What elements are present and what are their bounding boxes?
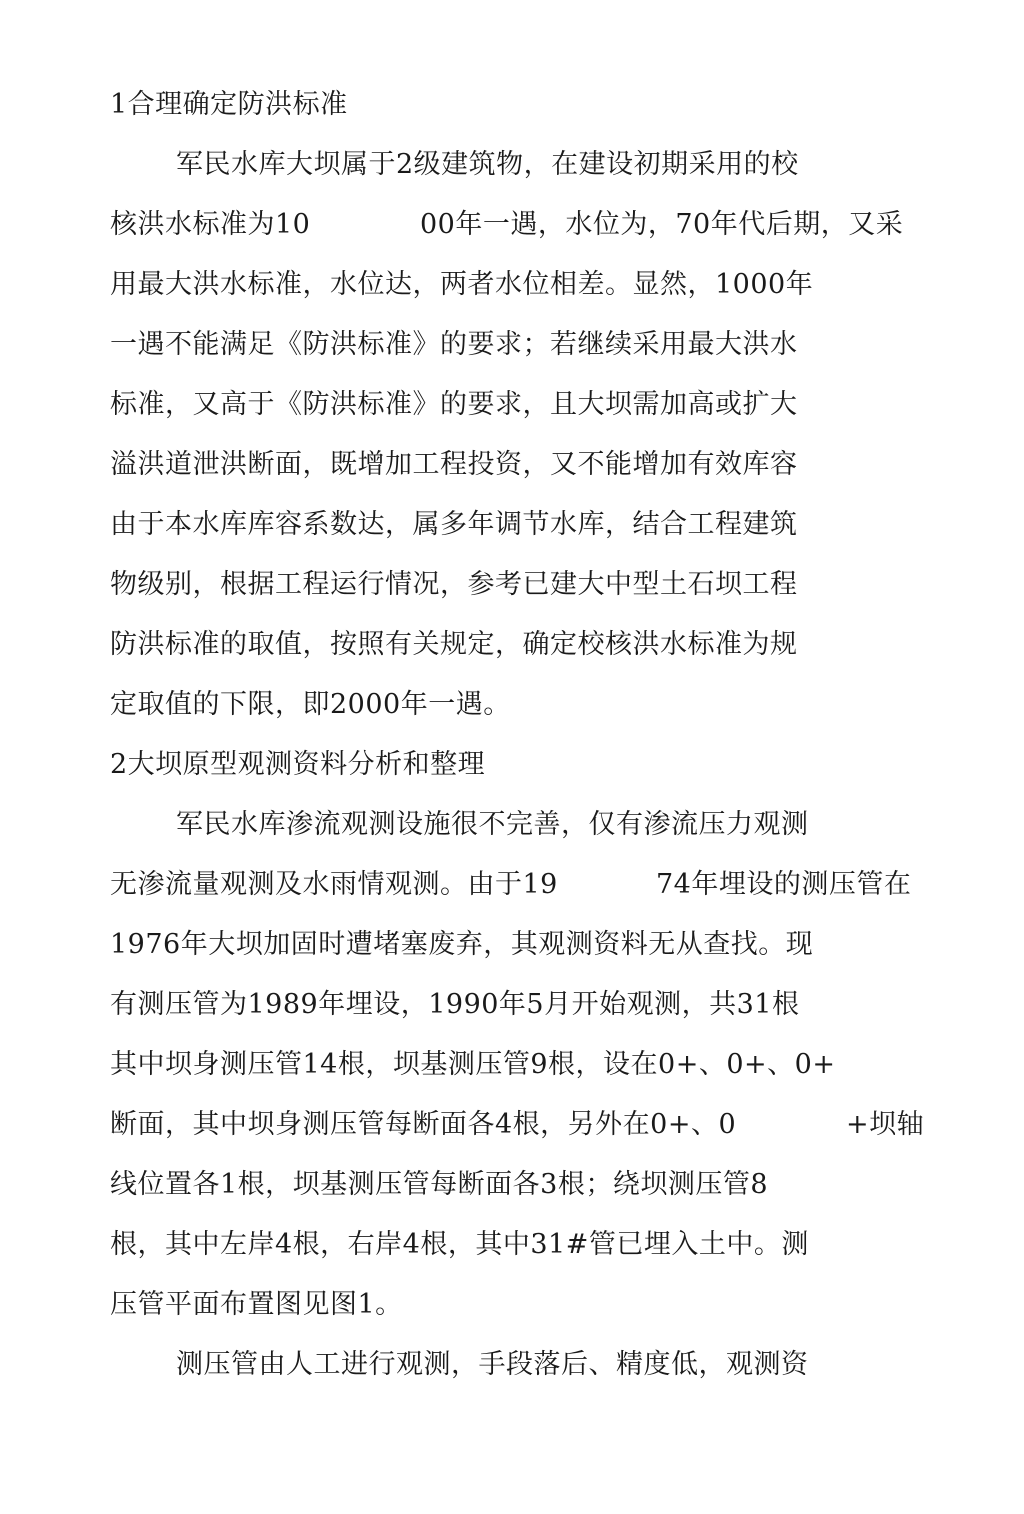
heading-2: 2大坝原型观测资料分析和整理 — [110, 749, 486, 780]
paragraph-2-line-2a: 无渗流量观测及水雨情观测。由于19 — [110, 869, 558, 900]
paragraph-1-line-5: 标准，又高于《防洪标准》的要求，且大坝需加高或扩大 — [110, 389, 798, 420]
paragraph-2-line-6b: +坝轴 — [846, 1109, 925, 1140]
paragraph-2-line-1: 军民水库渗流观测设施很不完善，仅有渗流压力观测 — [176, 809, 809, 840]
paragraph-2-line-3: 1976年大坝加固时遭堵塞废弃，其观测资料无从查找。现 — [110, 929, 814, 960]
paragraph-1-line-2b: 00年一遇，水位为，70年代后期，又采 — [420, 209, 904, 240]
paragraph-2-line-4: 有测压管为1989年埋设，1990年5月开始观测，共31根 — [110, 989, 800, 1020]
paragraph-3-line-1: 测压管由人工进行观测，手段落后、精度低，观测资 — [176, 1349, 809, 1380]
paragraph-2-line-7: 线位置各1根，坝基测压管每断面各3根；绕坝测压管8 — [110, 1169, 769, 1200]
paragraph-2-line-8: 根，其中左岸4根，右岸4根，其中31#管已埋入土中。测 — [110, 1229, 809, 1260]
paragraph-2-line-2b: 74年埋设的测压管在 — [656, 869, 912, 900]
paragraph-1-line-1: 军民水库大坝属于2级建筑物，在建设初期采用的校 — [176, 149, 799, 180]
paragraph-1-line-6: 溢洪道泄洪断面，既增加工程投资，又不能增加有效库容 — [110, 449, 798, 480]
heading-1: 1合理确定防洪标准 — [110, 89, 348, 120]
paragraph-2-line-6a: 断面，其中坝身测压管每断面各4根，另外在0+、0 — [110, 1109, 737, 1140]
paragraph-1-line-10: 定取值的下限，即2000年一遇。 — [110, 689, 511, 720]
paragraph-1-line-2a: 核洪水标准为10 — [110, 209, 311, 240]
paragraph-1-line-8: 物级别，根据工程运行情况，参考已建大中型土石坝工程 — [110, 569, 798, 600]
paragraph-1-line-9: 防洪标准的取值，按照有关规定，确定校核洪水标准为规 — [110, 629, 798, 660]
paragraph-2-line-5: 其中坝身测压管14根，坝基测压管9根，设在0+、0+、0+ — [110, 1049, 836, 1080]
paragraph-1-line-7: 由于本水库库容系数达，属多年调节水库，结合工程建筑 — [110, 509, 798, 540]
paragraph-2-line-9: 压管平面布置图见图1。 — [110, 1289, 403, 1320]
paragraph-1-line-3: 用最大洪水标准，水位达，两者水位相差。显然，1000年 — [110, 269, 814, 300]
paragraph-1-line-4: 一遇不能满足《防洪标准》的要求；若继续采用最大洪水 — [110, 329, 798, 360]
